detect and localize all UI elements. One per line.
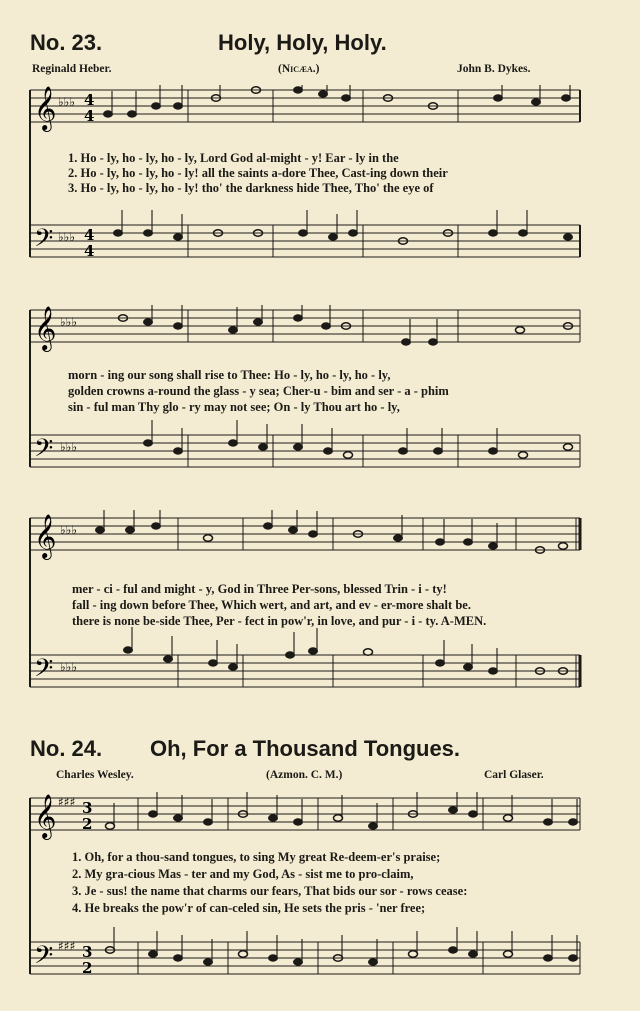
hymn-title: Holy, Holy, Holy. — [218, 30, 387, 55]
lyric-line: fall - ing down before Thee, Which wert, and art, and ev - er-more shalt be. — [72, 598, 471, 612]
bass-clef-icon: 𝄢 — [34, 224, 54, 259]
svg-text:2: 2 — [82, 815, 93, 833]
hymn-author: Reginald Heber. — [32, 63, 112, 75]
svg-text:♯♯♯: ♯♯♯ — [58, 939, 76, 953]
svg-text:♭♭♭: ♭♭♭ — [58, 95, 75, 109]
lyric-line: 1. Ho - ly, ho - ly, ho - ly, Lord God al-might - y! Ear - ly in the — [68, 151, 399, 165]
svg-text:4: 4 — [84, 91, 95, 109]
hymn-tune: (Nicæa.) — [278, 63, 320, 75]
treble-clef-icon: 𝄞 — [34, 514, 57, 558]
svg-text:♯♯♯: ♯♯♯ — [58, 795, 76, 809]
bass-clef-icon: 𝄢 — [34, 654, 54, 689]
svg-text:3: 3 — [82, 943, 93, 961]
svg-text:4: 4 — [84, 226, 95, 244]
lyric-line: sin - ful man Thy glo - ry may not see; On - ly Thou art ho - ly, — [68, 400, 400, 414]
svg-text:2: 2 — [82, 959, 93, 977]
svg-text:3: 3 — [82, 799, 93, 817]
lyric-line: 2. My gra-cious Mas - ter and my God, As - sist me to pro-claim, — [72, 867, 414, 881]
hymn-number: No. 24. — [30, 736, 103, 761]
svg-text:4: 4 — [84, 242, 95, 260]
bass-clef-icon: 𝄢 — [34, 434, 54, 469]
svg-text:4: 4 — [84, 107, 95, 125]
lyric-line: morn - ing our song shall rise to Thee: Ho - ly, ho - ly, ho - ly, — [68, 368, 391, 382]
treble-clef-icon: 𝄞 — [34, 86, 57, 130]
lyric-line: 4. He breaks the pow'r of can-celed sin, He sets the pris - 'ner free; — [72, 901, 426, 915]
svg-text:♭♭♭: ♭♭♭ — [60, 523, 77, 537]
lyric-line: mer - ci - ful and might - y, God in Three Per-sons, blessed Trin - i - ty! — [72, 582, 447, 596]
hymn-tune: (Azmon. C. M.) — [266, 769, 343, 781]
treble-clef-icon: 𝄞 — [34, 306, 57, 350]
lyric-line: 2. Ho - ly, ho - ly, ho - ly! all the saints a-dore Thee, Cast-ing down their — [68, 166, 448, 180]
lyric-line: there is none be-side Thee, Per - fect in pow'r, in love, and pur - i - ty. A-MEN. — [72, 614, 487, 628]
lyric-line: 3. Ho - ly, ho - ly, ho - ly! tho' the darkness hide Thee, Tho' the eye of — [68, 181, 434, 195]
hymn-title: Oh, For a Thousand Tongues. — [150, 736, 461, 761]
treble-clef-icon: 𝄞 — [34, 794, 57, 838]
svg-text:♭♭♭: ♭♭♭ — [60, 660, 77, 674]
svg-text:♭♭♭: ♭♭♭ — [58, 230, 75, 244]
hymn-composer: Carl Glaser. — [484, 769, 544, 781]
lyric-line: 1. Oh, for a thou-sand tongues, to sing My great Re-deem-er's praise; — [72, 850, 441, 864]
hymn-author: Charles Wesley. — [56, 769, 134, 781]
svg-text:♭♭♭: ♭♭♭ — [60, 315, 77, 329]
hymn-number: No. 23. — [30, 30, 103, 55]
bass-clef-icon: 𝄢 — [34, 941, 54, 976]
hymn-composer: John B. Dykes. — [457, 63, 531, 75]
lyric-line: golden crowns a-round the glass - y sea; Cher-u - bim and ser - a - phim — [68, 384, 449, 398]
lyric-line: 3. Je - sus! the name that charms our fears, That bids our sor - rows cease: — [72, 884, 468, 898]
svg-text:♭♭♭: ♭♭♭ — [60, 440, 77, 454]
